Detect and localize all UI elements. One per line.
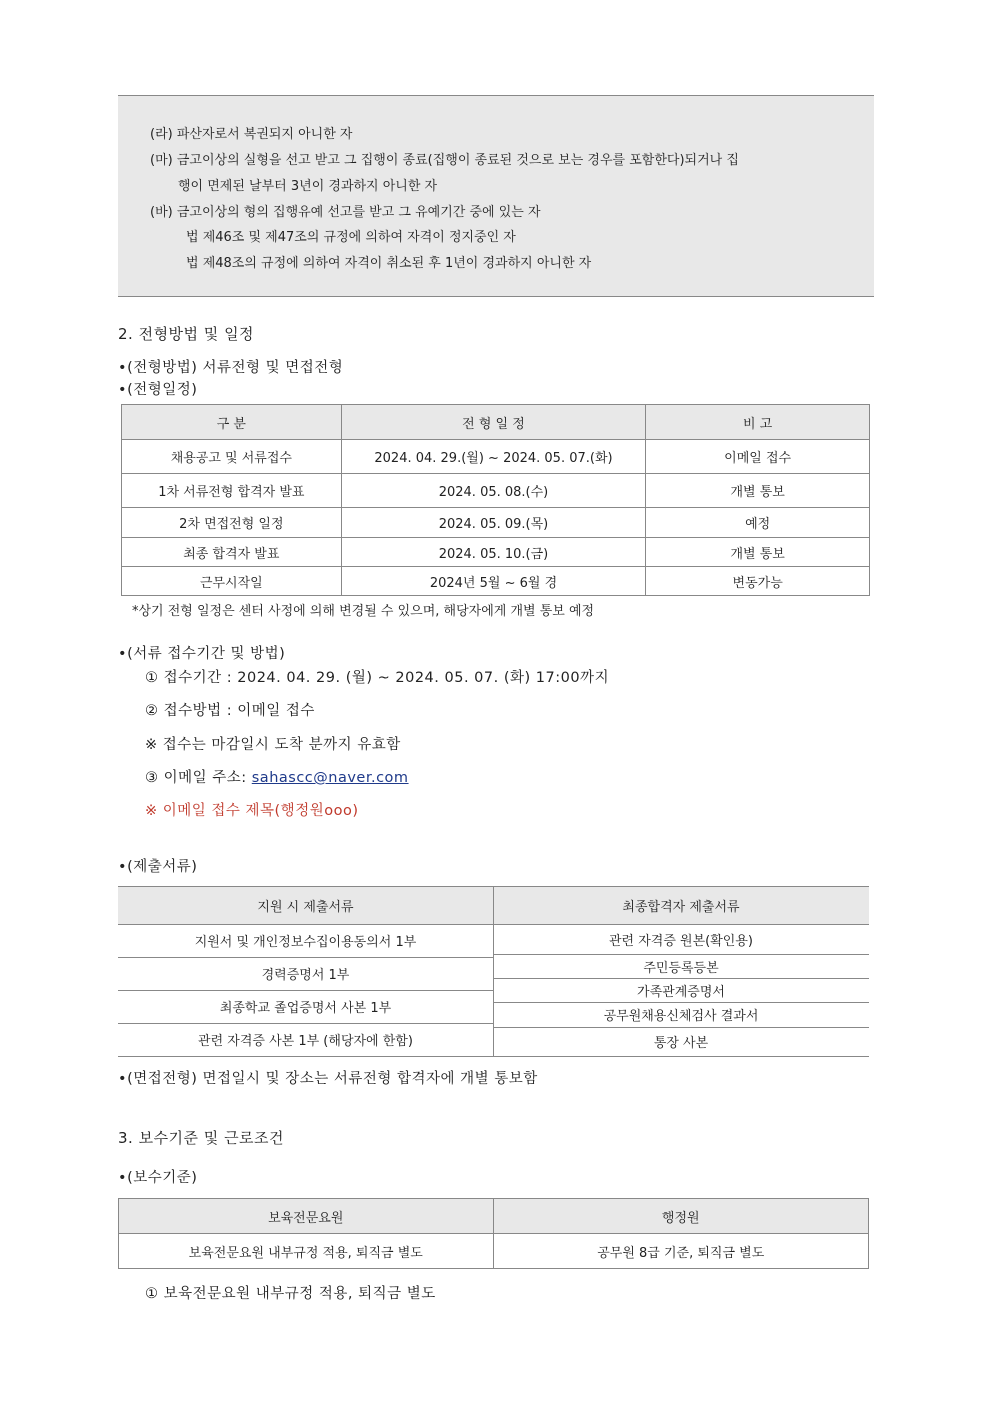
documents-header-left: 지원 시 제출서류 bbox=[257, 899, 354, 915]
documents-right-cell: 관련 자격증 원본(확인용) bbox=[609, 933, 753, 949]
schedule-cell: 2024년 5월 ~ 6월 경 bbox=[341, 567, 646, 596]
pay-header-childcare: 보육전문요원 bbox=[119, 1199, 494, 1234]
section-2-title: 2. 전형방법 및 일정 bbox=[118, 325, 255, 343]
email-subject-note: ※ 이메일 접수 제목(행정원ooo) bbox=[145, 803, 359, 819]
schedule-note: *상기 전형 일정은 센터 사정에 의해 변경될 수 있으며, 해당자에게 개별 통보 예정 bbox=[132, 604, 595, 619]
documents-header-right: 최종합격자 제출서류 bbox=[622, 899, 740, 915]
pay-cell: 보육전문요원 내부규정 적용, 퇴직금 별도 bbox=[119, 1234, 494, 1269]
schedule-bullet bbox=[118, 378, 197, 399]
table-line bbox=[118, 1056, 869, 1057]
email-link[interactable]: sahascc@naver.com bbox=[251, 770, 409, 786]
schedule-cell: 채용공고 및 서류접수 bbox=[122, 440, 342, 474]
schedule-cell: 개별 통보 bbox=[646, 474, 870, 508]
documents-left-cell: 관련 자격증 사본 1부 (해당자에 한함) bbox=[198, 1034, 413, 1049]
method-bullet bbox=[118, 356, 343, 377]
disqualification-item: (바) 금고이상의 형의 집행유예 선고를 받고 그 유예기간 중에 있는 자 bbox=[150, 205, 541, 220]
pay-bullet bbox=[118, 1166, 197, 1187]
bullet-dot: • bbox=[118, 646, 128, 662]
schedule-cell: 1차 서류전형 합격자 발표 bbox=[122, 474, 342, 508]
interview-bullet bbox=[118, 1067, 538, 1088]
bullet-dot: • bbox=[118, 859, 128, 875]
table-row bbox=[122, 508, 870, 538]
documents-left-cell: 지원서 및 개인정보수집이용동의서 1부 bbox=[194, 935, 417, 950]
documents-left-cell: 경력증명서 1부 bbox=[261, 968, 350, 983]
email-label: ③ 이메일 주소: bbox=[145, 770, 252, 786]
schedule-header-note: 비 고 bbox=[646, 405, 870, 440]
schedule-table bbox=[121, 404, 870, 596]
documents-right-cell: 가족관계증명서 bbox=[637, 984, 725, 1000]
submission-bullet bbox=[118, 642, 285, 663]
table-row bbox=[119, 1234, 869, 1269]
schedule-cell: 이메일 접수 bbox=[646, 440, 870, 474]
table-row bbox=[122, 474, 870, 508]
interview-text: (면접전형) 면접일시 및 장소는 서류전형 합격자에 개별 통보함 bbox=[127, 1071, 538, 1087]
schedule-cell: 2024. 05. 08.(수) bbox=[341, 474, 646, 508]
submission-period: ① 접수기간 : 2024. 04. 29. (월) ~ 2024. 05. 07. (화) 17:00까지 bbox=[145, 670, 610, 686]
disqualification-subitem: 법 제46조 및 제47조의 규정에 의하여 자격이 정지중인 자 bbox=[186, 230, 516, 245]
pay-table bbox=[118, 1198, 869, 1269]
disqualification-item: (라) 파산자로서 복권되지 아니한 자 bbox=[150, 127, 353, 142]
schedule-cell: 최종 합격자 발표 bbox=[122, 538, 342, 567]
schedule-cell: 변동가능 bbox=[646, 567, 870, 596]
table-row bbox=[122, 440, 870, 474]
schedule-cell: 예정 bbox=[646, 508, 870, 538]
documents-bullet bbox=[118, 855, 197, 876]
schedule-header-category: 구 분 bbox=[122, 405, 342, 440]
pay-label: (보수기준) bbox=[127, 1170, 198, 1186]
schedule-label: (전형일정) bbox=[127, 382, 198, 398]
submission-valid-note: ※ 접수는 마감일시 도착 분까지 유효함 bbox=[145, 737, 401, 753]
submission-email-line bbox=[145, 766, 409, 787]
pay-header-admin: 행정원 bbox=[493, 1199, 869, 1234]
pay-cell: 공무원 8급 기준, 퇴직금 별도 bbox=[493, 1234, 869, 1269]
section-3-title: 3. 보수기준 및 근로조건 bbox=[118, 1129, 285, 1147]
schedule-cell: 2024. 05. 10.(금) bbox=[341, 538, 646, 567]
disqualification-item-continued: 행이 면제된 날부터 3년이 경과하지 아니한 자 bbox=[178, 179, 438, 194]
documents-right-cell: 통장 사본 bbox=[653, 1036, 709, 1051]
schedule-cell: 근무시작일 bbox=[122, 567, 342, 596]
disqualification-subitem: 법 제48조의 규정에 의하여 자격이 취소된 후 1년이 경과하지 아니한 자 bbox=[186, 256, 592, 271]
table-row bbox=[122, 538, 870, 567]
documents-left-cell: 최종학교 졸업증명서 사본 1부 bbox=[219, 1001, 392, 1016]
pay-item-1: ① 보육전문요원 내부규정 적용, 퇴직금 별도 bbox=[145, 1286, 436, 1302]
schedule-cell: 2차 면접전형 일정 bbox=[122, 508, 342, 538]
documents-label: (제출서류) bbox=[127, 859, 198, 875]
documents-right-cell: 주민등록등본 bbox=[643, 960, 719, 976]
bullet-dot: • bbox=[118, 1170, 128, 1186]
schedule-cell: 2024. 04. 29.(월) ~ 2024. 05. 07.(화) bbox=[341, 440, 646, 474]
schedule-cell: 2024. 05. 09.(목) bbox=[341, 508, 646, 538]
bullet-dot: • bbox=[118, 360, 128, 376]
schedule-cell: 개별 통보 bbox=[646, 538, 870, 567]
submission-label: (서류 접수기간 및 방법) bbox=[127, 646, 286, 662]
documents-right-cell: 공무원채용신체검사 결과서 bbox=[603, 1009, 759, 1024]
bullet-dot: • bbox=[118, 382, 128, 398]
submission-method: ② 접수방법 : 이메일 접수 bbox=[145, 703, 315, 719]
schedule-header-date: 전 형 일 정 bbox=[341, 405, 646, 440]
method-text: (전형방법) 서류전형 및 면접전형 bbox=[127, 360, 344, 376]
disqualification-item: (마) 금고이상의 실형을 선고 받고 그 집행이 종료(집행이 종료된 것으로 보는 경우를 포함한다)되거나 집 bbox=[150, 153, 739, 168]
disqualification-box bbox=[118, 95, 874, 297]
bullet-dot: • bbox=[118, 1071, 128, 1087]
table-row bbox=[122, 567, 870, 596]
